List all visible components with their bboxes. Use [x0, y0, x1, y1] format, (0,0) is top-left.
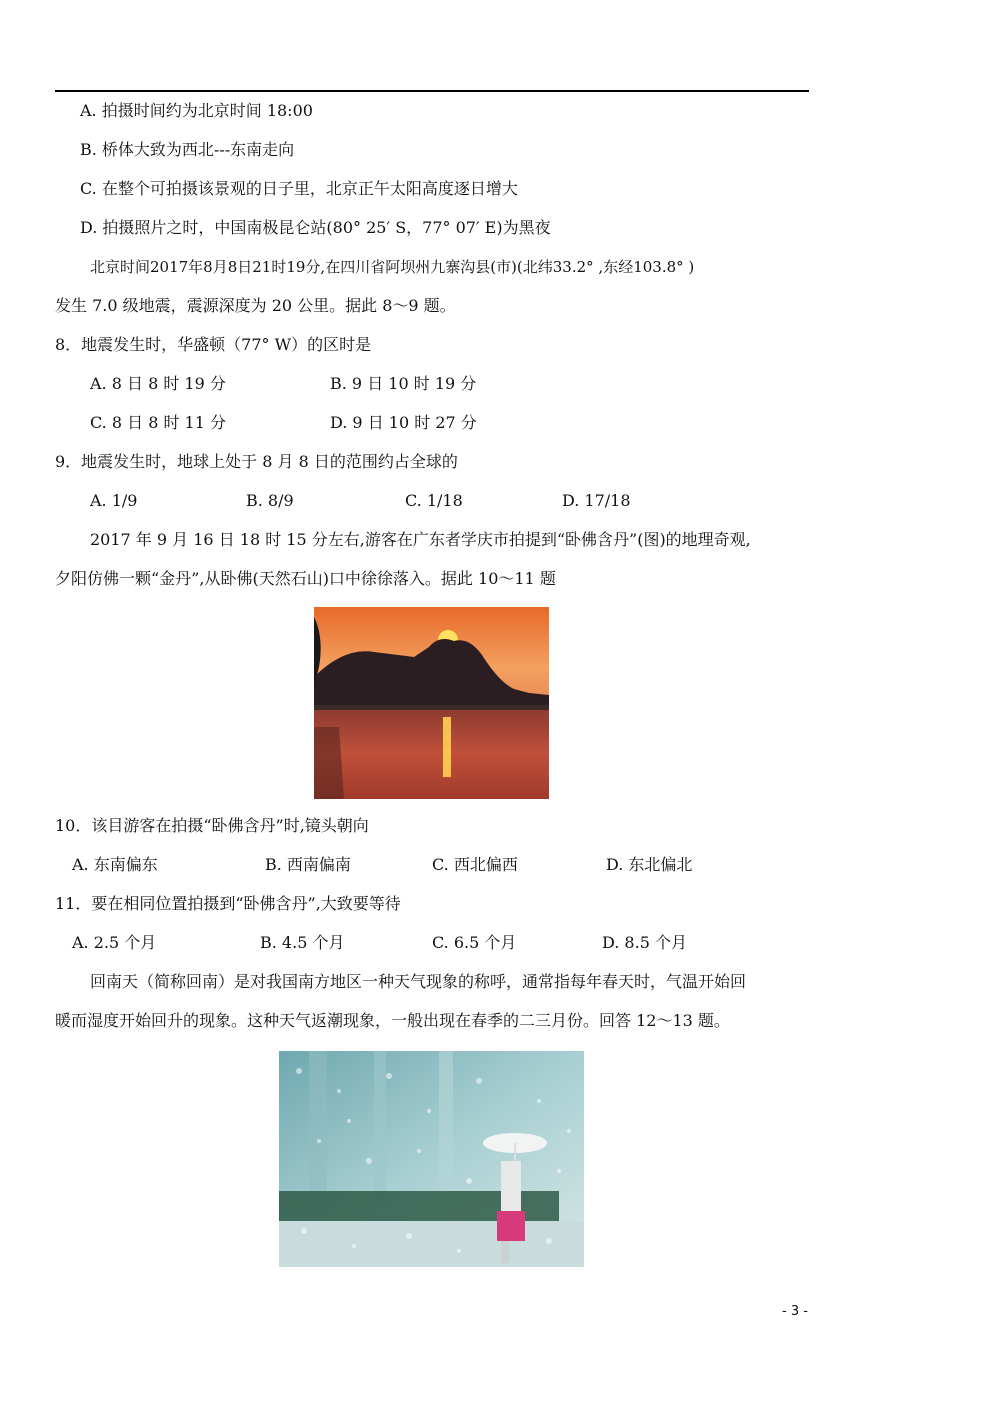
q7-option-a: A. 拍摄时间约为北京时间 18:00	[80, 101, 313, 120]
q7-option-c: C. 在整个可拍摄该景观的日子里，北京正午太阳高度逐日增大	[80, 179, 518, 198]
sunset-intro-line1: 2017 年 9 月 16 日 18 时 15 分左右,游客在广东者学庆市拍提到“卧佛含丹”(图)的地理奇观,	[90, 530, 751, 549]
huinan-intro-line2: 暖而湿度开始回升的现象。这种天气返潮现象，一般出现在春季的二三月份。回答 12～13 题。	[55, 1011, 730, 1030]
quake-intro-line1: 北京时间2017年8月8日21时19分,在四川省阿坝州九寨沟县(市)(北纬33.2° ,东经103.8° )	[90, 258, 695, 276]
q11-option-c: C. 6.5 个月	[432, 933, 517, 952]
q10-option-d: D. 东北偏北	[606, 855, 693, 874]
q9-option-c: C. 1/18	[405, 491, 463, 510]
header-rule	[55, 90, 809, 92]
page-number: - 3 -	[782, 1304, 808, 1319]
q8-stem: 8．地震发生时，华盛顿（77° W）的区时是	[55, 335, 372, 354]
rainy-window-photo	[279, 1051, 584, 1267]
q11-option-d: D. 8.5 个月	[602, 933, 687, 952]
q9-stem: 9．地震发生时，地球上处于 8 月 8 日的范围约占全球的	[55, 452, 458, 471]
q8-option-a: A. 8 日 8 时 19 分	[90, 374, 226, 393]
sunset-photo-graphic	[314, 607, 549, 799]
q10-option-b: B. 西南偏南	[265, 855, 351, 874]
huinan-intro-line1: 回南天（简称回南）是对我国南方地区一种天气现象的称呼，通常指每年春天时，气温开始回	[90, 972, 747, 991]
q10-stem: 10．该目游客在拍摄“卧佛含丹”时,镜头朝向	[55, 816, 369, 835]
q10-option-c: C. 西北偏西	[432, 855, 518, 874]
q9-option-d: D. 17/18	[562, 491, 631, 510]
q8-option-d: D. 9 日 10 时 27 分	[330, 413, 477, 432]
q11-stem: 11．要在相同位置拍摄到“卧佛含丹”,大致要等待	[55, 894, 401, 913]
sunset-photo	[314, 607, 549, 799]
q7-option-d: D. 拍摄照片之时，中国南极昆仑站(80° 25′ S，77° 07′ E)为黑夜	[80, 218, 551, 237]
sunset-intro-line2: 夕阳仿佛一颗“金丹”,从卧佛(天然石山)口中徐徐落入。据此 10～11 题	[55, 569, 556, 588]
q8-option-c: C. 8 日 8 时 11 分	[90, 413, 226, 432]
q7-option-b: B. 桥体大致为西北---东南走向	[80, 140, 295, 159]
q10-option-a: A. 东南偏东	[72, 855, 158, 874]
rainy-window-graphic	[279, 1051, 584, 1267]
q9-option-b: B. 8/9	[246, 491, 294, 510]
q11-option-b: B. 4.5 个月	[260, 933, 345, 952]
q8-option-b: B. 9 日 10 时 19 分	[330, 374, 477, 393]
q9-option-a: A. 1/9	[90, 491, 138, 510]
q11-option-a: A. 2.5 个月	[72, 933, 157, 952]
quake-intro-line2: 发生 7.0 级地震，震源深度为 20 公里。据此 8～9 题。	[55, 296, 456, 315]
